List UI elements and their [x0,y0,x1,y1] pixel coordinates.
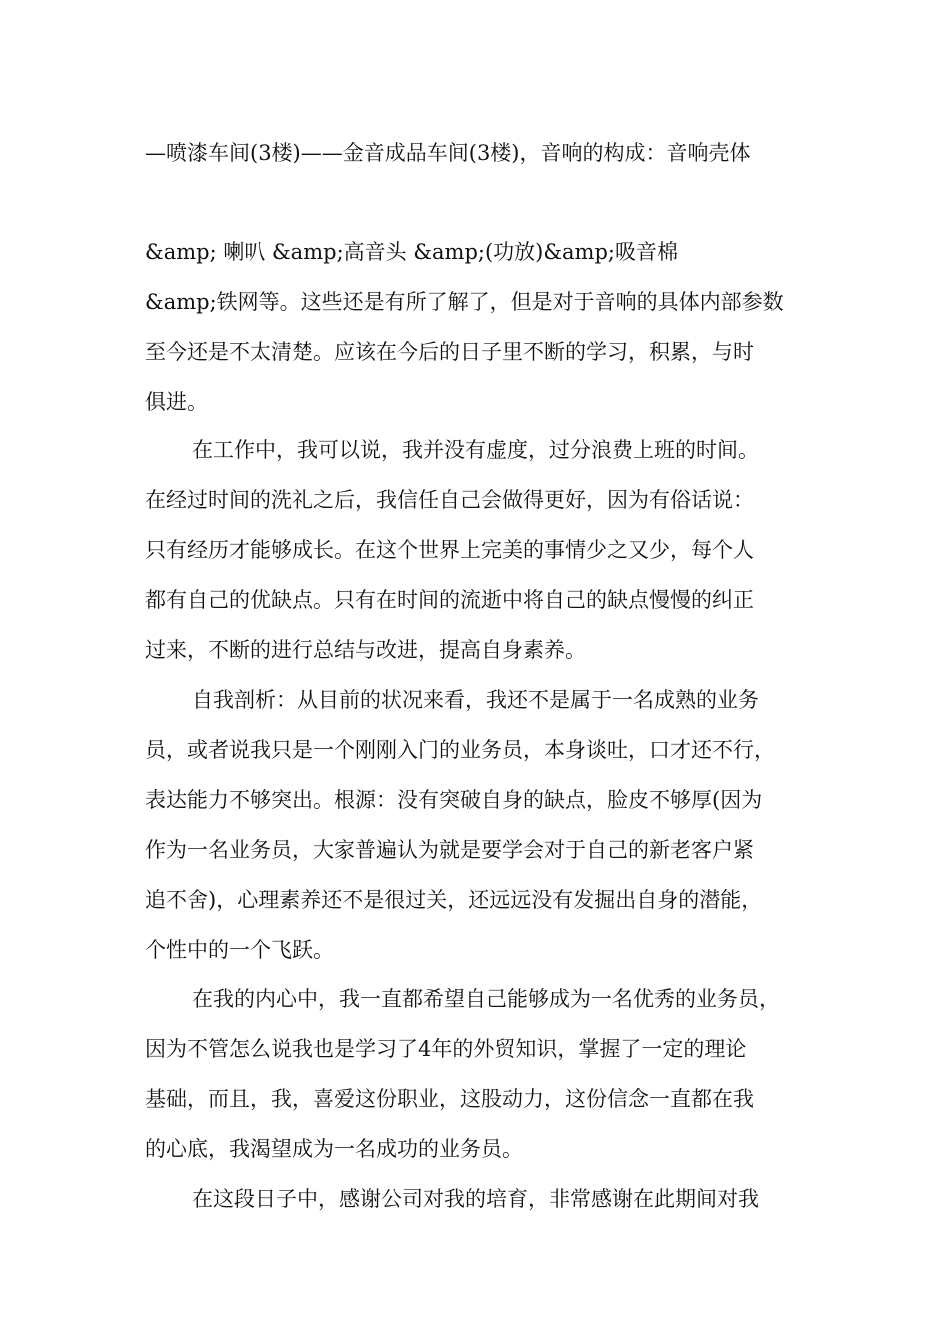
paragraph-start-line: 在工作中，我可以说，我并没有虚度，过分浪费上班的时间。 [192,438,759,462]
text-line: 在经过时间的洗礼之后，我信任自己会做得更好，因为有俗话说： [145,488,754,512]
text-line: 员，或者说我只是一个刚刚入门的业务员，本身谈吐，口才还不行， [145,738,775,762]
text-line: —喷漆车间(3楼)——金音成品车间(3楼)，音响的构成：音响壳体 [145,141,751,165]
text-line: 只有经历才能够成长。在这个世界上完美的事情少之又少，每个人 [145,538,754,562]
paragraph-start-line: 在我的内心中，我一直都希望自己能够成为一名优秀的业务员， [192,987,780,1011]
text-line: 追不舍)，心理素养还不是很过关，还远远没有发掘出自身的潜能， [145,888,763,912]
text-line: 因为不管怎么说我也是学习了4年的外贸知识，掌握了一定的理论 [145,1037,747,1061]
text-line: 个性中的一个飞跃。 [145,938,334,962]
text-line: 都有自己的优缺点。只有在时间的流逝中将自己的缺点慢慢的纠正 [145,588,754,612]
text-line: &amp; 喇叭 &amp;高音头 &amp;(功放)&amp;吸音棉 [145,240,678,264]
text-line: 过来，不断的进行总结与改进，提高自身素养。 [145,638,586,662]
text-line: 表达能力不够突出。根源：没有突破自身的缺点，脸皮不够厚(因为 [145,788,763,812]
text-line: &amp;铁网等。这些还是有所了解了，但是对于音响的具体内部参数 [145,290,784,314]
text-line: 作为一名业务员，大家普遍认为就是要学会对于自己的新老客户紧 [145,838,754,862]
paragraph-start-line: 自我剖析：从目前的状况来看，我还不是属于一名成熟的业务 [192,688,759,712]
text-line: 基础，而且，我，喜爱这份职业，这股动力，这份信念一直都在我 [145,1087,754,1111]
text-line: 俱进。 [145,390,208,414]
paragraph-start-line: 在这段日子中，感谢公司对我的培育，非常感谢在此期间对我 [192,1187,759,1211]
text-line: 至今还是不太清楚。应该在今后的日子里不断的学习，积累，与时 [145,340,754,364]
text-line: 的心底，我渴望成为一名成功的业务员。 [145,1137,523,1161]
